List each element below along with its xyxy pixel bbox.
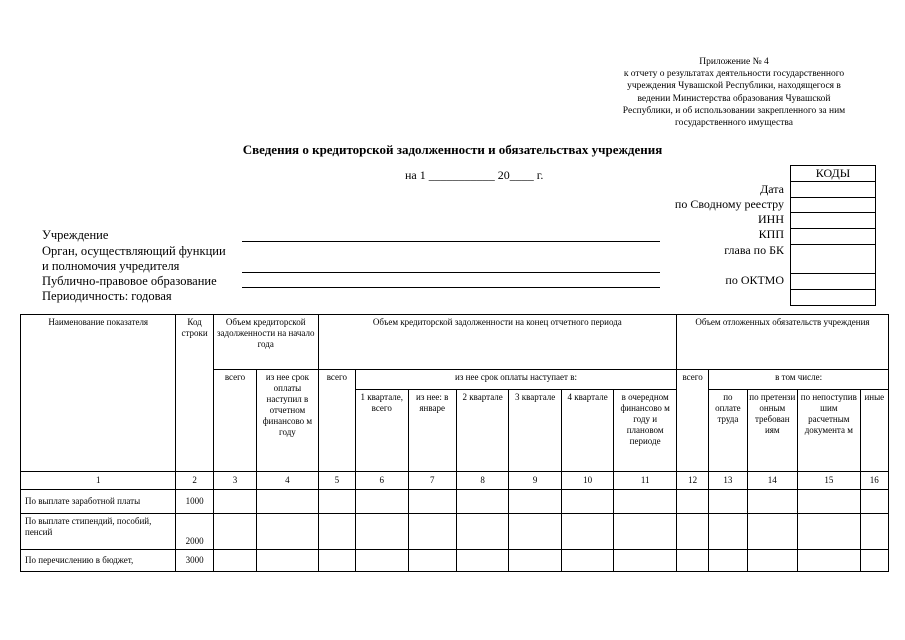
header-next-year: в очередном финансово м году и плановом периоде — [614, 390, 677, 472]
code-inn-cell[interactable] — [791, 212, 875, 228]
code-periodicity-cell[interactable] — [791, 289, 875, 305]
col-number: 4 — [257, 472, 319, 490]
data-cell[interactable] — [798, 550, 861, 572]
organ-label-1: Орган, осуществляющий функции — [42, 244, 226, 258]
code-kpp-cell[interactable] — [791, 228, 875, 244]
data-cell[interactable] — [213, 490, 256, 514]
header-q3: 3 квартале — [509, 390, 561, 472]
data-cell[interactable] — [614, 490, 677, 514]
header-including: в том числе: — [709, 370, 889, 390]
header-total-start: всего — [213, 370, 256, 472]
data-cell[interactable] — [509, 514, 561, 550]
data-cell[interactable] — [676, 514, 708, 550]
data-cell[interactable] — [860, 550, 888, 572]
data-cell[interactable] — [408, 550, 456, 572]
header-code: Код строки — [176, 315, 213, 472]
data-cell[interactable] — [676, 490, 708, 514]
header-total-end: всего — [318, 370, 355, 472]
data-cell[interactable] — [257, 514, 319, 550]
codes-header: КОДЫ — [815, 166, 851, 180]
table-row — [21, 550, 889, 572]
data-cell[interactable] — [456, 550, 508, 572]
header-january: из нее: в январе — [408, 390, 456, 472]
oktmo-label: по ОКТМО — [725, 273, 784, 287]
row-code: 1000 — [176, 490, 213, 514]
table-row — [21, 490, 889, 514]
code-date-cell[interactable] — [791, 181, 875, 197]
organ-label-2: и полномочия учредителя — [42, 259, 180, 273]
kpp-label: КПП — [758, 227, 784, 241]
code-oktmo-cell[interactable] — [791, 273, 875, 289]
appendix-line: к отчету о результатах деятельности государственного — [623, 69, 845, 80]
codes-box — [790, 165, 876, 306]
data-cell[interactable] — [709, 550, 747, 572]
data-cell[interactable] — [614, 550, 677, 572]
registry-label: по Сводному реестру — [674, 197, 784, 211]
public-entity-label: Публично-правовое образование — [42, 274, 217, 288]
header-name: Наименование показателя — [21, 315, 176, 472]
data-cell[interactable] — [456, 490, 508, 514]
row-name: По выплате заработной платы — [21, 490, 176, 514]
col-number: 2 — [176, 472, 213, 490]
appendix-line: учреждения Чувашской Республики, находящегося в — [627, 81, 841, 92]
periodicity-label: Периодичность: годовая — [42, 289, 172, 303]
data-cell[interactable] — [213, 514, 256, 550]
data-cell[interactable] — [614, 514, 677, 550]
data-cell[interactable] — [860, 490, 888, 514]
header-q2: 2 квартале — [456, 390, 508, 472]
code-registry-cell[interactable] — [791, 197, 875, 213]
header-q1: 1 квартале, всего — [356, 390, 408, 472]
appendix-line: ведении Министерства образования Чувашской — [637, 93, 831, 104]
data-cell[interactable] — [408, 514, 456, 550]
row-code: 2000 — [176, 514, 213, 550]
col-number: 3 — [213, 472, 256, 490]
col-number: 1 — [21, 472, 176, 490]
report-date-line: на 1 ___________ 20____ г. — [405, 168, 544, 182]
appendix-line: Приложение № 4 — [699, 57, 769, 67]
col-number: 10 — [561, 472, 613, 490]
data-cell[interactable] — [356, 490, 408, 514]
data-cell[interactable] — [709, 514, 747, 550]
data-cell[interactable] — [561, 490, 613, 514]
liabilities-table — [20, 314, 889, 572]
header-payroll: по оплате труда — [709, 390, 747, 472]
header-claims: по претензи онным требован иям — [747, 390, 797, 472]
header-deferred: Объем отложенных обязательств учреждения — [676, 315, 888, 370]
data-cell[interactable] — [747, 490, 797, 514]
data-cell[interactable] — [456, 514, 508, 550]
col-number: 8 — [456, 472, 508, 490]
col-number: 12 — [676, 472, 708, 490]
header-total-deferred: всего — [676, 370, 708, 472]
header-q4: 4 квартале — [561, 390, 613, 472]
header-end-of-period: Объем кредиторской задолженности на конец отчетного периода — [318, 315, 676, 370]
data-cell[interactable] — [561, 514, 613, 550]
header-due-in: из нее срок оплаты наступает в: — [356, 370, 677, 390]
col-number: 14 — [747, 472, 797, 490]
col-number: 16 — [860, 472, 888, 490]
data-cell[interactable] — [798, 490, 861, 514]
col-number: 13 — [709, 472, 747, 490]
header-missing-docs: по непоступив шим расчетным документа м — [798, 390, 861, 472]
data-cell[interactable] — [561, 550, 613, 572]
data-cell[interactable] — [257, 490, 319, 514]
col-number: 11 — [614, 472, 677, 490]
date-label: Дата — [760, 182, 784, 196]
table-row — [21, 514, 889, 550]
data-cell[interactable] — [356, 514, 408, 550]
data-cell[interactable] — [747, 514, 797, 550]
data-cell[interactable] — [509, 490, 561, 514]
row-name: По выплате стипендий, пособий, пенсий — [21, 514, 176, 550]
data-cell[interactable] — [747, 550, 797, 572]
data-cell[interactable] — [318, 490, 355, 514]
col-number: 9 — [509, 472, 561, 490]
institution-label: Учреждение — [42, 228, 109, 242]
col-number: 7 — [408, 472, 456, 490]
code-bk-cell[interactable] — [791, 244, 875, 273]
data-cell[interactable] — [798, 514, 861, 550]
appendix-line: государственного имущества — [675, 118, 793, 129]
bk-label: глава по БК — [724, 243, 784, 257]
appendix-note — [600, 56, 868, 129]
row-code: 3000 — [176, 550, 213, 572]
data-cell[interactable] — [318, 550, 355, 572]
document-title: Сведения о кредиторской задолженности и обязательствах учреждения — [242, 142, 663, 157]
row-name: По перечислению в бюджет, — [21, 550, 176, 572]
data-cell[interactable] — [676, 550, 708, 572]
data-cell[interactable] — [509, 550, 561, 572]
inn-label: ИНН — [758, 212, 784, 226]
data-cell[interactable] — [408, 490, 456, 514]
col-number: 15 — [798, 472, 861, 490]
header-start-of-year: Объем кредиторской задолженности на начало года — [213, 315, 318, 370]
data-cell[interactable] — [860, 514, 888, 550]
col-number: 6 — [356, 472, 408, 490]
appendix-line: Республики, и об использовании закрепленного за ним — [622, 105, 846, 116]
data-cell[interactable] — [318, 514, 355, 550]
data-cell[interactable] — [709, 490, 747, 514]
col-number: 5 — [318, 472, 355, 490]
data-cell[interactable] — [257, 550, 319, 572]
data-cell[interactable] — [213, 550, 256, 572]
header-overdue: из нее срок оплаты наступил в отчетном финансово м году — [257, 370, 319, 472]
header-other: иные — [860, 390, 888, 472]
data-cell[interactable] — [356, 550, 408, 572]
